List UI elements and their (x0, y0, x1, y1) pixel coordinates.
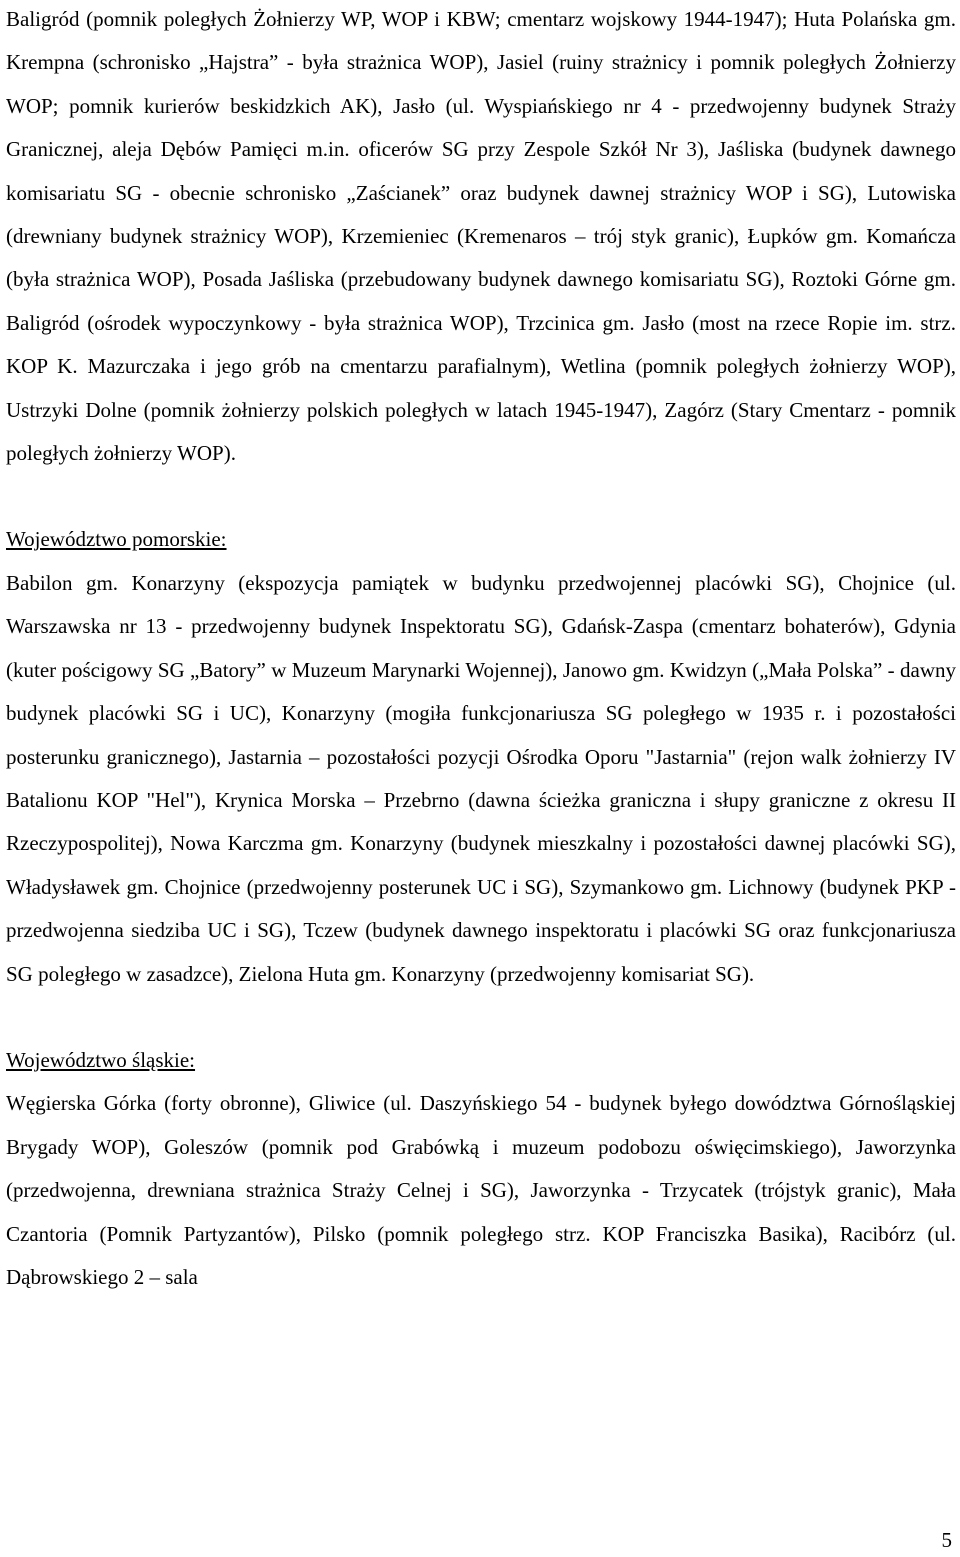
paragraph-gap (6, 996, 956, 1039)
page-number: 5 (941, 1528, 952, 1552)
document-page (6, 0, 956, 1299)
paragraph-podkarpackie-sites: Baligród (pomnik poległych Żołnierzy WP, WOP i KBW; cmentarz wojskowy 1944-1947); Huta Polańska gm. Krempna (schronisko „Hajstra” - była strażnica WOP), Jasiel (ruiny strażnicy i pomnik poległych Żołnierzy WOP; pomnik kurierów beskidzkich AK), Jasło (ul. Wyspiańskiego nr 4 - przedwojenny budynek Straży Granicznej, aleja Dębów Pamięci m.in. oficerów SG przy Zespole Szkół Nr 3), Jaśliska (budynek dawnego komisariatu SG - obecnie schronisko „Zaścianek” oraz budynek dawnej strażnicy WOP i SG), Lutowiska (drewniany budynek strażnicy WOP), Krzemieniec (Kremenaros – trój styk granic), Łupków gm. Komańcza (była strażnica WOP), Posada Jaśliska (przebudowany budynek dawnego komisariatu SG), Roztoki Górne gm. Baligród (ośrodek wypoczynkowy - była strażnica WOP), Trzcinica gm. Jasło (most na rzece Ropie im. strz. KOP K. Mazurczaka i jego grób na cmentarzu parafialnym), Wetlina (pomnik poległych żołnierzy WOP), Ustrzyki Dolne (pomnik żołnierzy polskich poległych w latach 1945-1947), Zagórz (Stary Cmentarz - pomnik poległych żołnierzy WOP). (6, 7, 956, 466)
paragraph-gap (6, 475, 956, 518)
paragraph-pomorskie-sites: Babilon gm. Konarzyny (ekspozycja pamiątek w budynku przedwojennej placówki SG), Chojnice (ul. Warszawska nr 13 - przedwojenny budynek Inspektoratu SG), Gdańsk-Zaspa (cmentarz bohaterów), Gdynia (kuter pościgowy SG „Batory” w Muzeum Marynarki Wojennej), Janowo gm. Kwidzyn („Mała Polska” - dawny budynek placówki SG i UC), Konarzyny (mogiła funkcjonariusza SG poległego w 1935 r. i pozostałości posterunku granicznego), Jastarnia – pozostałości pozycji Ośrodka Oporu "Jastarnia" (rejon walk żołnierzy IV Batalionu KOP "Hel"), Krynica Morska – Przebrno (dawna ścieżka graniczna i słupy graniczne z okresu II Rzeczypospolitej), Nowa Karczma gm. Konarzyny (budynek mieszkalny i pozostałości dawnej placówki SG), Władysławek gm. Chojnice (przedwojenny posterunek UC i SG), Szymankowo gm. Lichnowy (budynek PKP - przedwojenna siedziba UC i SG), Tczew (budynek dawnego inspektoratu i placówki SG oraz funkcjonariusza SG poległego w zasadzce), Zielona Huta gm. Konarzyny (przedwojenny komisariat SG). (6, 570, 956, 986)
heading-wojewodztwo-pomorskie: Województwo pomorskie: (6, 527, 227, 552)
heading-wojewodztwo-slaskie: Województwo śląskie: (6, 1047, 196, 1072)
paragraph-slaskie-sites: Węgierska Górka (forty obronne), Gliwice (ul. Daszyńskiego 54 - budynek byłego dowództwa Górnośląskiej Brygady WOP), Goleszów (pomnik pod Grabówką i muzeum podobozu oświęcimskiego), Jaworzynka (przedwojenna, drewniana strażnica Straży Celnej i SG), Jaworzynka - Trzycatek (trójstyk granic), Mała Czantoria (Pomnik Partyzantów), Pilsko (pomnik poległego strz. KOP Franciszka Basika), Racibórz (ul. Dąbrowskiego 2 – sala (6, 1091, 956, 1289)
